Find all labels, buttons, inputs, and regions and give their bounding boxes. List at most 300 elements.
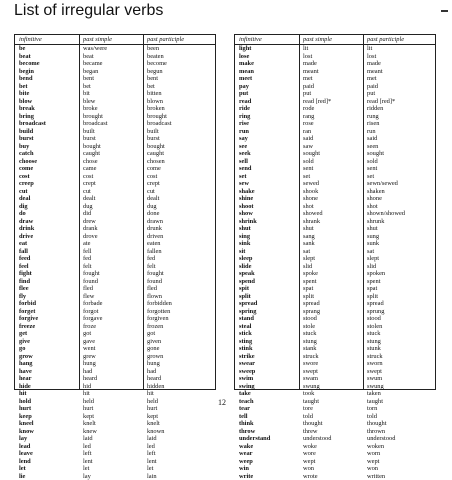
past-participle-cell: sent <box>367 165 377 173</box>
past-participle-cell: won <box>367 465 378 473</box>
infinitive-cell: fight <box>19 270 32 278</box>
table-row <box>15 368 215 376</box>
past-simple-cell: knelt <box>83 420 96 428</box>
infinitive-cell: weep <box>239 458 253 466</box>
infinitive-cell: sweep <box>239 368 255 376</box>
infinitive-cell: steal <box>239 323 251 331</box>
table-row <box>15 398 215 406</box>
past-simple-cell: sang <box>303 233 315 241</box>
table-row <box>235 413 435 421</box>
past-participle-cell: bent <box>147 75 158 83</box>
past-simple-cell: woke <box>303 443 317 451</box>
infinitive-cell: seek <box>239 150 251 158</box>
past-simple-cell: hit <box>83 390 90 398</box>
past-simple-cell: stood <box>303 315 317 323</box>
table-row <box>235 105 435 113</box>
infinitive-cell: take <box>239 390 251 398</box>
table-row <box>15 210 215 218</box>
past-simple-cell: ran <box>303 128 311 136</box>
table-row <box>15 435 215 443</box>
past-participle-cell: shone <box>367 195 382 203</box>
table-row <box>15 360 215 368</box>
past-participle-cell: drawn <box>147 218 163 226</box>
table-row <box>235 450 435 458</box>
past-participle-cell: bitten <box>147 90 162 98</box>
past-participle-cell: forgiven <box>147 315 169 323</box>
past-simple-cell: said <box>303 135 313 143</box>
table-row <box>235 345 435 353</box>
infinitive-cell: wake <box>239 443 253 451</box>
table-row <box>235 150 435 158</box>
table-row <box>15 60 215 68</box>
past-participle-cell: fed <box>147 255 155 263</box>
past-simple-cell: hid <box>83 383 91 391</box>
past-participle-cell: bet <box>147 83 155 91</box>
past-simple-cell: understood <box>303 435 331 443</box>
infinitive-cell: stand <box>239 315 254 323</box>
table-row <box>235 458 435 466</box>
table-row <box>235 233 435 241</box>
infinitive-cell: deal <box>19 195 30 203</box>
infinitive-cell: think <box>239 420 254 428</box>
table-row <box>15 105 215 113</box>
past-simple-cell: kept <box>83 413 94 421</box>
past-simple-cell: sought <box>303 150 320 158</box>
past-participle-cell: taught <box>367 398 383 406</box>
infinitive-cell: understand <box>239 435 270 443</box>
past-participle-cell: seen <box>367 143 378 151</box>
infinitive-cell: swing <box>239 383 255 391</box>
table-row <box>235 218 435 226</box>
past-participle-cell: sat <box>367 248 374 256</box>
past-simple-cell: stuck <box>303 330 317 338</box>
past-participle-cell: heard <box>147 375 161 383</box>
table-row <box>15 458 215 466</box>
past-participle-cell: sold <box>367 158 378 166</box>
past-simple-cell: got <box>83 330 91 338</box>
past-simple-cell: swept <box>303 368 318 376</box>
past-simple-cell: threw <box>303 428 318 436</box>
table-row <box>15 113 215 121</box>
past-participle-cell: written <box>367 473 385 480</box>
infinitive-cell: flee <box>19 285 29 293</box>
past-participle-cell: blown <box>147 98 163 106</box>
infinitive-cell: have <box>19 368 32 376</box>
infinitive-cell: teach <box>239 398 254 406</box>
table-row <box>15 263 215 271</box>
past-simple-cell: wrote <box>303 473 318 480</box>
table-row <box>235 180 435 188</box>
past-participle-cell: swung <box>367 383 384 391</box>
table-row <box>235 353 435 361</box>
past-participle-cell: felt <box>147 263 156 271</box>
past-participle-cell: led <box>147 443 155 451</box>
infinitive-cell: bet <box>19 83 28 91</box>
table-row <box>235 188 435 196</box>
infinitive-cell: break <box>19 105 35 113</box>
past-participle-cell: thought <box>367 420 387 428</box>
past-participle-cell: shaken <box>367 188 385 196</box>
table-header <box>15 35 215 45</box>
table-row <box>235 405 435 413</box>
table-row <box>235 308 435 316</box>
past-participle-cell: sewn/sewed <box>367 180 398 188</box>
infinitive-cell: tell <box>239 413 248 421</box>
past-participle-cell: swum <box>367 375 382 383</box>
infinitive-cell: drive <box>19 233 33 241</box>
past-simple-cell: sent <box>303 165 313 173</box>
table-row <box>15 45 215 53</box>
past-simple-cell: tore <box>303 405 313 413</box>
past-simple-cell: shook <box>303 188 318 196</box>
infinitive-cell: sew <box>239 180 249 188</box>
past-participle-cell: stolen <box>367 323 382 331</box>
past-participle-cell: shrunk <box>367 218 384 226</box>
past-simple-cell: came <box>83 165 96 173</box>
past-simple-cell: crept <box>83 180 96 188</box>
past-participle-cell: begun <box>147 68 163 76</box>
infinitive-cell: make <box>239 60 254 68</box>
table-row <box>235 375 435 383</box>
table-row <box>15 75 215 83</box>
infinitive-cell: become <box>19 60 40 68</box>
past-simple-cell: sewed <box>303 180 319 188</box>
infinitive-cell: keep <box>19 413 32 421</box>
table-row <box>235 255 435 263</box>
table-row <box>15 300 215 308</box>
table-row <box>15 195 215 203</box>
past-participle-cell: sunk <box>367 240 379 248</box>
infinitive-cell: draw <box>19 218 33 226</box>
table-row <box>235 240 435 248</box>
past-participle-cell: cost <box>147 173 157 181</box>
past-simple-cell: began <box>83 68 98 76</box>
verb-rows <box>235 45 435 480</box>
table-row <box>235 435 435 443</box>
table-row <box>235 330 435 338</box>
infinitive-cell: do <box>19 210 26 218</box>
verb-rows <box>15 45 215 480</box>
page-title: List of irregular verbs <box>14 2 163 20</box>
table-row <box>235 68 435 76</box>
infinitive-cell: leave <box>19 450 33 458</box>
past-participle-cell: chosen <box>147 158 165 166</box>
table-row <box>15 338 215 346</box>
infinitive-cell: bring <box>19 113 34 121</box>
infinitive-cell: set <box>239 173 246 181</box>
infinitive-cell: swim <box>239 375 253 383</box>
table-row <box>235 360 435 368</box>
past-participle-cell: shot <box>367 203 378 211</box>
table-row <box>235 128 435 136</box>
infinitive-cell: let <box>19 465 26 473</box>
table-row <box>235 83 435 91</box>
infinitive-cell: slide <box>239 263 251 271</box>
past-participle-cell: spat <box>367 285 377 293</box>
past-simple-cell: sank <box>303 240 315 248</box>
table-row <box>15 225 215 233</box>
infinitive-cell: dig <box>19 203 28 211</box>
infinitive-cell: light <box>239 45 251 53</box>
past-participle-cell: slid <box>367 263 376 271</box>
table-row <box>235 390 435 398</box>
infinitive-cell: grow <box>19 353 33 361</box>
table-row <box>235 45 435 53</box>
past-participle-cell: flown <box>147 293 162 301</box>
infinitive-cell: build <box>19 128 33 136</box>
infinitive-cell: read <box>239 98 251 106</box>
past-participle-cell: fallen <box>147 248 162 256</box>
infinitive-cell: beat <box>19 53 31 61</box>
table-row <box>235 315 435 323</box>
past-participle-cell: found <box>147 278 162 286</box>
past-participle-cell: read [red]* <box>367 98 395 106</box>
table-row <box>15 390 215 398</box>
past-simple-cell: forgave <box>83 315 102 323</box>
infinitive-cell: drink <box>19 225 34 233</box>
table-header <box>235 35 435 45</box>
table-row <box>15 83 215 91</box>
infinitive-cell: lend <box>19 458 31 466</box>
infinitive-cell: begin <box>19 68 34 76</box>
table-row <box>235 98 435 106</box>
past-simple-cell: split <box>303 293 314 301</box>
table-row <box>15 90 215 98</box>
infinitive-cell: buy <box>19 143 29 151</box>
infinitive-cell: burst <box>19 135 34 143</box>
past-participle-cell: become <box>147 60 167 68</box>
past-participle-cell: rung <box>367 113 379 121</box>
past-participle-cell: torn <box>367 405 377 413</box>
table-row <box>235 225 435 233</box>
infinitive-cell: hit <box>19 390 26 398</box>
infinitive-cell: forget <box>19 308 35 316</box>
past-simple-cell: fed <box>83 255 91 263</box>
past-participle-cell: met <box>367 75 377 83</box>
infinitive-cell: hide <box>19 383 31 391</box>
past-simple-cell: made <box>303 60 317 68</box>
infinitive-cell: shrink <box>239 218 257 226</box>
table-row <box>15 293 215 301</box>
infinitive-cell: creep <box>19 180 34 188</box>
table-row <box>15 383 215 391</box>
table-row <box>235 173 435 181</box>
infinitive-cell: sing <box>239 233 250 241</box>
table-row <box>15 330 215 338</box>
infinitive-cell: hold <box>19 398 31 406</box>
past-participle-cell: given <box>147 338 161 346</box>
past-participle-cell: lost <box>367 53 376 61</box>
table-row <box>235 420 435 428</box>
infinitive-cell: lose <box>239 53 249 61</box>
past-simple-cell: spoke <box>303 270 318 278</box>
table-row <box>15 173 215 181</box>
table-row <box>15 165 215 173</box>
past-simple-cell: dealt <box>83 195 95 203</box>
verb-table-left <box>14 34 216 390</box>
past-simple-cell: swore <box>303 360 318 368</box>
past-simple-cell: shone <box>303 195 318 203</box>
infinitive-cell: spit <box>239 285 249 293</box>
infinitive-cell: wear <box>239 450 252 458</box>
infinitive-cell: sleep <box>239 255 253 263</box>
infinitive-cell: get <box>19 330 27 338</box>
infinitive-cell: bite <box>19 90 29 98</box>
past-simple-cell: saw <box>303 143 313 151</box>
table-row <box>15 180 215 188</box>
past-simple-cell: paid <box>303 83 314 91</box>
infinitive-cell: give <box>19 338 30 346</box>
infinitive-cell: sink <box>239 240 250 248</box>
table-row <box>15 278 215 286</box>
past-participle-cell: said <box>367 135 377 143</box>
past-simple-cell: lent <box>83 458 93 466</box>
table-row <box>15 420 215 428</box>
infinitive-cell: split <box>239 293 251 301</box>
infinitive-cell: forgive <box>19 315 38 323</box>
past-simple-cell: knew <box>83 428 97 436</box>
past-simple-cell: cost <box>83 173 93 181</box>
infinitive-cell: stick <box>239 330 252 338</box>
past-participle-cell: told <box>367 413 377 421</box>
past-participle-cell: knelt <box>147 420 160 428</box>
table-row <box>15 285 215 293</box>
infinitive-cell: run <box>239 128 249 136</box>
past-simple-cell: found <box>83 278 98 286</box>
infinitive-cell: blow <box>19 98 32 106</box>
past-simple-cell: set <box>303 173 310 181</box>
verb-table-right <box>234 34 436 390</box>
past-participle-cell: built <box>147 128 159 136</box>
table-row <box>15 375 215 383</box>
past-participle-cell: crept <box>147 180 160 188</box>
table-row <box>235 368 435 376</box>
table-row <box>15 255 215 263</box>
past-participle-cell: ridden <box>367 105 383 113</box>
infinitive-cell: shine <box>239 195 253 203</box>
past-simple-cell: left <box>83 450 92 458</box>
header-past-participle: past participle <box>367 35 404 44</box>
infinitive-cell: lay <box>19 435 27 443</box>
past-simple-cell: led <box>83 443 91 451</box>
past-simple-cell: wore <box>303 450 316 458</box>
past-simple-cell: broke <box>83 105 98 113</box>
past-simple-cell: stank <box>303 345 317 353</box>
past-participle-cell: eaten <box>147 240 160 248</box>
past-participle-cell: hung <box>147 360 160 368</box>
infinitive-cell: win <box>239 465 249 473</box>
past-simple-cell: broadcast <box>83 120 108 128</box>
past-simple-cell: forgot <box>83 308 99 316</box>
past-participle-cell: run <box>367 128 376 136</box>
page-number: 12 <box>218 398 226 407</box>
past-participle-cell: sung <box>367 233 379 241</box>
past-simple-cell: flew <box>83 293 94 301</box>
past-participle-cell: understood <box>367 435 395 443</box>
past-simple-cell: spent <box>303 278 317 286</box>
infinitive-cell: hang <box>19 360 33 368</box>
infinitive-cell: sit <box>239 248 245 256</box>
past-simple-cell: thought <box>303 420 323 428</box>
table-row <box>235 195 435 203</box>
table-row <box>15 53 215 61</box>
past-simple-cell: let <box>83 465 89 473</box>
infinitive-cell: go <box>19 345 25 353</box>
past-simple-cell: fought <box>83 270 100 278</box>
past-simple-cell: fled <box>83 285 93 293</box>
past-simple-cell: sold <box>303 158 314 166</box>
infinitive-cell: write <box>239 473 253 480</box>
table-row <box>235 120 435 128</box>
table-row <box>15 450 215 458</box>
past-participle-cell: come <box>147 165 161 173</box>
past-simple-cell: sat <box>303 248 310 256</box>
past-participle-cell: cut <box>147 188 155 196</box>
past-participle-cell: brought <box>147 113 167 121</box>
past-simple-cell: shrank <box>303 218 320 226</box>
past-simple-cell: drew <box>83 218 96 226</box>
past-participle-cell: meant <box>367 68 383 76</box>
infinitive-cell: shoot <box>239 203 254 211</box>
table-row <box>235 263 435 271</box>
table-row <box>15 150 215 158</box>
past-participle-cell: lent <box>147 458 157 466</box>
table-row <box>15 428 215 436</box>
past-simple-cell: felt <box>83 263 92 271</box>
infinitive-cell: forbid <box>19 300 36 308</box>
table-row <box>15 218 215 226</box>
infinitive-cell: stink <box>239 345 253 353</box>
past-participle-cell: dealt <box>147 195 159 203</box>
infinitive-cell: cost <box>19 173 30 181</box>
past-simple-cell: slid <box>303 263 312 271</box>
past-simple-cell: did <box>83 210 91 218</box>
table-row <box>15 345 215 353</box>
infinitive-cell: show <box>239 210 253 218</box>
past-participle-cell: got <box>147 330 155 338</box>
infinitive-cell: speak <box>239 270 255 278</box>
past-participle-cell: hit <box>147 390 154 398</box>
past-participle-cell: burst <box>147 135 160 143</box>
past-simple-cell: drank <box>83 225 98 233</box>
past-participle-cell: bought <box>147 143 165 151</box>
table-row <box>235 60 435 68</box>
table-row <box>235 398 435 406</box>
past-simple-cell: lay <box>83 473 91 480</box>
infinitive-cell: say <box>239 135 248 143</box>
past-simple-cell: told <box>303 413 313 421</box>
past-simple-cell: bent <box>83 75 94 83</box>
past-participle-cell: left <box>147 450 156 458</box>
past-participle-cell: sought <box>367 150 384 158</box>
past-simple-cell: rang <box>303 113 314 121</box>
past-simple-cell: burst <box>83 135 96 143</box>
past-simple-cell: froze <box>83 323 96 331</box>
table-row <box>235 443 435 451</box>
infinitive-cell: mean <box>239 68 254 76</box>
past-simple-cell: read [red]* <box>303 98 331 106</box>
table-row <box>235 203 435 211</box>
past-simple-cell: gave <box>83 338 95 346</box>
past-participle-cell: lit <box>367 45 372 53</box>
infinitive-cell: swear <box>239 360 255 368</box>
past-simple-cell: heard <box>83 375 97 383</box>
past-simple-cell: bit <box>83 90 90 98</box>
past-simple-cell: shut <box>303 225 314 233</box>
table-row <box>235 165 435 173</box>
header-past-simple: past simple <box>303 35 332 44</box>
infinitive-cell: spend <box>239 278 255 286</box>
